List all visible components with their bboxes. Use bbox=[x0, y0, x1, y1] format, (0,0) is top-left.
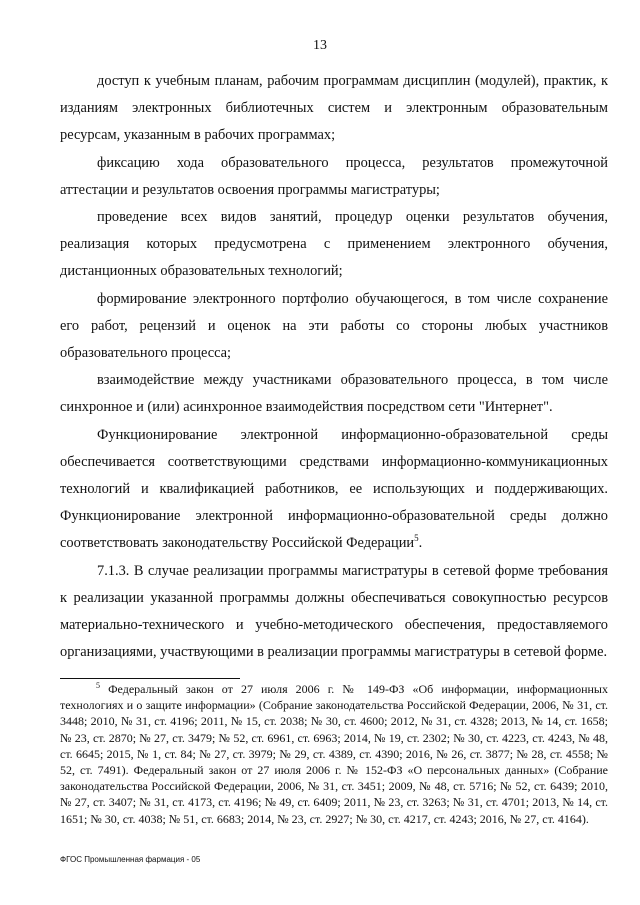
footnote-reference: 5 bbox=[414, 533, 419, 544]
paragraph-conducting: проведение всех видов занятий, процедур оценки результатов обучения, реализация которых предусмотрена с применением электронного обучения, дистанционных образовательных технологий; bbox=[60, 209, 608, 280]
paragraph-end: . bbox=[418, 535, 423, 552]
paragraph-fixation: фиксацию хода образовательного процесса, результатов промежуточной аттестации и результатов освоения программы магистратуры; bbox=[60, 154, 608, 198]
document-body bbox=[60, 68, 608, 666]
paragraph-portfolio: формирование электронного портфолио обучающегося, в том числе сохранение его работ, рецензий и оценок на эти работы со стороны любых участников образовательного процесса; bbox=[60, 290, 608, 362]
footnote-number: 5 bbox=[96, 681, 100, 690]
footnote-text: Федеральный закон от 27 июля 2006 г. № 149-ФЗ «Об информации, информационных технологиях и о защите информации» (Собрание законодательства Российской Федерации, 2006, № 31, ст. 3448; 2010, № 31, ст. 4196; 2011, № 15, ст. 2038; № 30, ст. 4600; 2012, № 31, ст. 4328; 2013, № 14, ст. 1658; № 23, ст. 2870; № 27, ст. 3479; № 52, ст. 6961, ст. 6963; 2014, № 19, ст. 2302; № 30, ст. 4223, ст. 4243, № 48, ст. 6645; 2015, № 1, ст. 84; № 27, ст. 3979; № 29, ст. 4389, ст. 4390; 2016, № 26, ст. 3877; № 28, ст. 4558; № 52, ст. 7491). Федеральный закон от 27 июля 2006 г. № 152-ФЗ «О персональных данных» (Собрание законодательства Российской Федерации, 2006, № 31, ст. 3451; 2009, № 48, ст. 5716; № 52, ст. 6439; 2010, № 27, ст. 3407; № 31, ст. 4173, ст. 4196; № 49, ст. 6409; 2011, № 23, ст. 3263; № 31, ст. 4701; 2013, № 14, ст. 1651; № 30, ст. 4038; № 51, ст. 6683; 2014, № 23, ст. 2927; № 30, ст. 4217, ст. 4243; 2016, № 27, ст. 4164). bbox=[60, 682, 608, 826]
footnote bbox=[60, 681, 608, 827]
paragraph-functioning bbox=[60, 422, 608, 558]
paragraph-section-7-1-3: 7.1.3. В случае реализации программы магистратуры в сетевой форме требования к реализации указанной программы должны обеспечиваться совокупностью ресурсов материально-технического и учебно-методического обеспечения, предоставляемого организациями, участвующими в реализации программы магистратуры в сетевой форме. bbox=[60, 562, 608, 661]
footnote-separator bbox=[60, 678, 240, 679]
paragraph-functioning-text: Функционирование электронной информационно-образовательной среды обеспечивается соответствующими средствами информационно-коммуникационных технологий и квалификацией работников, ее использующих и поддерживающих. Функционирование электронной информационно-образовательной среды должно соответствовать законодательству Российской Федерации bbox=[60, 426, 608, 552]
paragraph-access: доступ к учебным планам, рабочим программам дисциплин (модулей), практик, к изданиям электронных библиотечных систем и электронным образовательным ресурсам, указанным в рабочих программах; bbox=[60, 73, 608, 144]
page-footer: ФГОС Промышленная фармация - 05 bbox=[60, 855, 201, 864]
page-number: 13 bbox=[313, 38, 327, 53]
paragraph-interaction: взаимодействие между участниками образовательного процесса, в том числе синхронное и (или) асинхронное взаимодействия посредством сети "Интернет". bbox=[60, 372, 608, 416]
